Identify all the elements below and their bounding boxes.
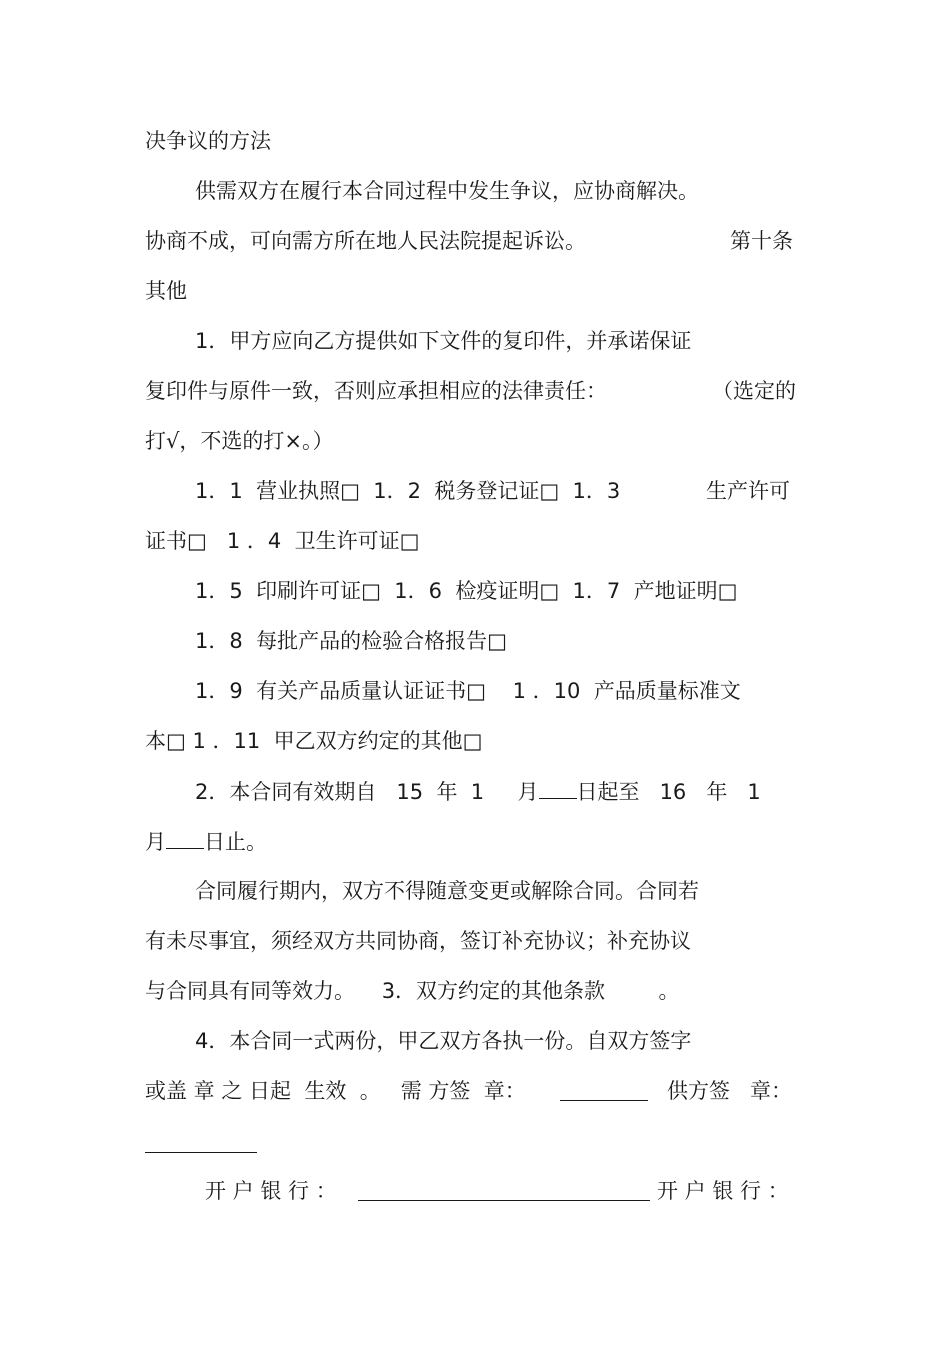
documents-line-2: 证书□ 1 ．4 卫生许可证□ bbox=[145, 529, 420, 553]
buyer-signature-label: 或盖 章 之 日起 生效 。 需 方签 章： bbox=[145, 1079, 526, 1103]
term-line-1-start: 2．本合同有效期自 15 年 1 月 bbox=[195, 780, 539, 804]
modification-line-2: 有未尽事宜，须经双方共同协商，签订补充协议；补充协议 bbox=[145, 929, 691, 953]
term-line-2-start: 月 bbox=[145, 830, 166, 854]
buyer-bank-blank bbox=[358, 1178, 650, 1201]
dispute-paragraph-line-2: 协商不成，可向需方所在地人民法院提起诉讼。 bbox=[145, 229, 586, 253]
documents-line-4: 1．8 每批产品的检验合格报告□ bbox=[195, 629, 507, 653]
item1-line-3: 打√，不选的打×。） bbox=[145, 429, 334, 453]
seller-signature-blank bbox=[145, 1130, 257, 1153]
item1-line-2: 复印件与原件一致，否则应承担相应的法律责任： bbox=[145, 379, 607, 403]
modification-line-1: 合同履行期内，双方不得随意变更或解除合同。合同若 bbox=[195, 879, 699, 903]
item1-line-2-note: （选定的 bbox=[712, 379, 796, 403]
term-start-day-blank bbox=[539, 776, 577, 799]
buyer-bank-label: 开 户 银 行 ： bbox=[205, 1179, 337, 1203]
documents-line-1: 1．1 营业执照□ 1．2 税务登记证□ 1．3 bbox=[195, 479, 621, 503]
dispute-paragraph-line-1: 供需双方在履行本合同过程中发生争议，应协商解决。 bbox=[195, 179, 699, 203]
copies-line-1: 4．本合同一式两份，甲乙双方各执一份。自双方签字 bbox=[195, 1029, 692, 1053]
term-line-2 bbox=[145, 826, 267, 857]
seller-signature-label: 供方签 章： bbox=[667, 1079, 793, 1103]
modification-line-3: 与合同具有同等效力。 3．双方约定的其他条款 。 bbox=[145, 979, 680, 1003]
term-end-day-blank bbox=[166, 826, 204, 849]
term-line-2-end: 日止。 bbox=[204, 830, 267, 854]
article-10-title: 其他 bbox=[145, 279, 187, 303]
documents-line-3: 1．5 印刷许可证□ 1．6 检疫证明□ 1．7 产地证明□ bbox=[195, 579, 738, 603]
documents-line-5: 1．9 有关产品质量认证证书□ 1 ．10 产品质量标准文 bbox=[195, 679, 741, 703]
item1-line-1: 1．甲方应向乙方提供如下文件的复印件，并承诺保证 bbox=[195, 329, 692, 353]
term-line-1-end: 日起至 16 年 1 bbox=[576, 780, 761, 804]
documents-line-6: 本□ 1 ．11 甲乙双方约定的其他□ bbox=[145, 729, 483, 753]
buyer-signature-blank bbox=[560, 1078, 648, 1101]
article-10-label: 第十条 bbox=[730, 229, 793, 253]
documents-line-1-tail: 生产许可 bbox=[706, 479, 790, 503]
seller-bank-label: 开 户 银 行 ： bbox=[657, 1179, 789, 1203]
copies-line-2 bbox=[145, 1076, 526, 1106]
term-line-1 bbox=[195, 776, 761, 807]
section-tail-text: 决争议的方法 bbox=[145, 129, 271, 153]
